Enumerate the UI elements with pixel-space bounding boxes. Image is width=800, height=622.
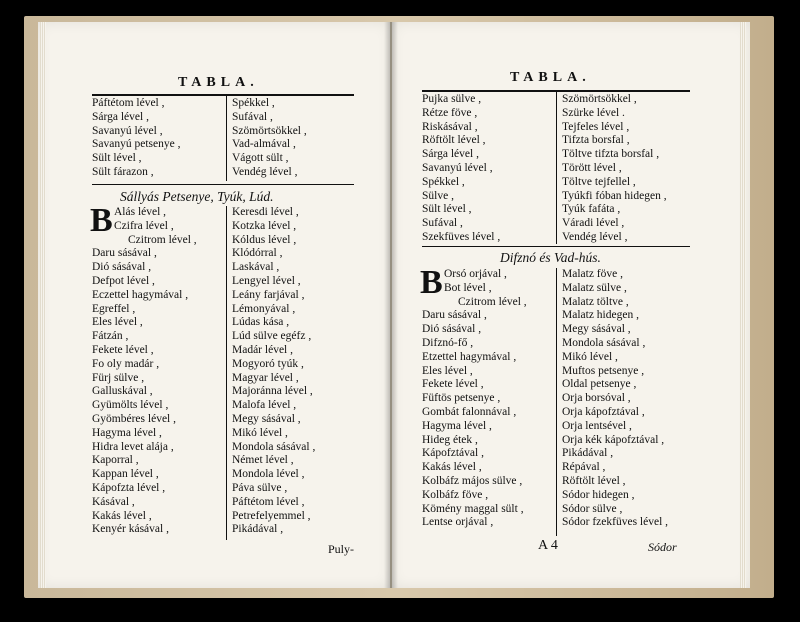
- index-entry: Malatz föve ,: [562, 268, 623, 280]
- index-entry: Difznó-fő ,: [422, 336, 474, 349]
- index-entry: Spékkel ,: [232, 97, 275, 109]
- index-entry: Sült fárazon ,: [92, 165, 154, 178]
- index-entry: Gyümölts lével ,: [92, 399, 169, 412]
- right-column-2: [562, 268, 668, 530]
- right-page-header: TABLA.: [510, 70, 591, 85]
- left-section-rule: [92, 184, 354, 185]
- index-entry: Savanyú lével ,: [92, 124, 163, 137]
- index-entry: Kakás lével ,: [92, 509, 152, 522]
- index-entry: Orsó orjával ,: [444, 268, 507, 280]
- index-entry: Sülve ,: [422, 189, 454, 202]
- index-entry: Kásával ,: [92, 495, 135, 508]
- right-dropcap: B: [420, 264, 443, 301]
- index-entry: Savanyú petsenye ,: [92, 138, 181, 151]
- index-entry: Alás lével ,: [114, 206, 167, 218]
- index-entry: Etzettel hagymával ,: [422, 350, 517, 363]
- right-catchword: Sódor: [648, 540, 677, 554]
- index-entry: Lémonyával ,: [232, 302, 296, 315]
- index-entry: Páftétom lével ,: [92, 97, 165, 109]
- left-catchword: Puly-: [328, 542, 355, 556]
- index-entry: Sódor sülve ,: [562, 502, 623, 515]
- index-entry: Muftos petsenye ,: [562, 364, 645, 377]
- index-entry: Páftétom lével ,: [232, 495, 305, 508]
- index-entry: Rétze föve ,: [422, 106, 478, 119]
- index-entry: Savanyú lével ,: [422, 161, 493, 174]
- index-entry: Majoránna lével ,: [232, 385, 313, 398]
- index-entry: Dió sásával ,: [422, 323, 482, 336]
- left-column-2: [232, 206, 315, 537]
- index-entry: Daru sásával ,: [422, 309, 487, 322]
- index-entry: Eczettel hagymával ,: [92, 288, 189, 301]
- index-entry: Szekfüves lével ,: [422, 230, 501, 243]
- index-entry: Malatz töltve ,: [562, 295, 629, 308]
- left-header-rule: [92, 94, 354, 96]
- index-entry: Malatz sülve ,: [562, 281, 627, 294]
- index-entry: Kakás lével ,: [422, 461, 482, 474]
- index-entry: Mikó lével ,: [232, 426, 288, 439]
- right-top-column-divider: [556, 92, 557, 244]
- right-column-divider: [556, 268, 557, 536]
- index-entry: Hideg étek ,: [422, 433, 478, 446]
- index-entry: Orja kápofztával ,: [562, 405, 645, 418]
- index-entry: Tyúkfi fóban hidegen ,: [562, 189, 667, 202]
- index-entry: Kaporral ,: [92, 454, 139, 467]
- index-entry: Töltve tifzta borsfal ,: [562, 148, 660, 161]
- index-entry: Mikó lével ,: [562, 350, 618, 363]
- index-entry: Oldal petsenye ,: [562, 378, 637, 391]
- index-entry: Daru sásával ,: [92, 247, 157, 260]
- index-entry: Czifra lével ,: [114, 219, 174, 232]
- index-entry: Hagyma lével ,: [92, 426, 162, 439]
- right-section-title: Difznó és Vad-hús.: [500, 250, 601, 265]
- index-entry: Sült lével ,: [92, 152, 142, 165]
- index-entry: Hagyma lével ,: [422, 419, 492, 432]
- index-entry: Dió sásával ,: [92, 261, 152, 274]
- right-top-column-1: [422, 93, 500, 245]
- index-entry: Váradi lével ,: [562, 217, 625, 230]
- index-entry: Lúd sülve egéfz ,: [232, 330, 312, 343]
- index-entry: Bot lével ,: [444, 281, 492, 294]
- left-top-column-divider: [226, 96, 227, 181]
- left-section-title: Sállyás Petsenye, Tyúk, Lúd.: [120, 189, 274, 204]
- left-column-1: [90, 202, 197, 537]
- index-entry: Eles lével ,: [92, 316, 143, 329]
- index-entry: Keresdi lével ,: [232, 206, 299, 218]
- index-entry: Lentse orjával ,: [422, 516, 494, 529]
- index-entry: Vad-almával ,: [232, 138, 296, 151]
- index-entry: Tyúk fafáta ,: [562, 203, 621, 216]
- index-entry: Szömörtsökkel ,: [562, 93, 637, 105]
- index-entry: Szömörtsökkel ,: [232, 124, 307, 137]
- right-signature-mark: A 4: [538, 538, 558, 553]
- index-entry: Fekete lével ,: [422, 378, 484, 391]
- index-entry: Czitrom lével ,: [128, 233, 197, 246]
- index-entry: Sódor hidegen ,: [562, 488, 635, 501]
- index-entry: Egreffel ,: [92, 302, 136, 315]
- index-entry: Sufával ,: [232, 110, 273, 123]
- left-top-column-1: [92, 97, 180, 180]
- index-entry: Sárga lével ,: [422, 148, 479, 161]
- index-entry: Laskával ,: [232, 261, 280, 274]
- index-entry: Fátzán ,: [92, 330, 129, 343]
- index-entry: Tifzta borsfal ,: [562, 134, 630, 147]
- index-entry: Sufával ,: [422, 217, 463, 230]
- index-entry: Kotzka lével ,: [232, 219, 297, 232]
- index-entry: Spékkel ,: [422, 175, 465, 188]
- index-entry: Mondola sásával ,: [562, 336, 646, 349]
- left-page-header: TABLA.: [178, 75, 259, 90]
- index-entry: Kolbáfz föve ,: [422, 488, 489, 501]
- index-entry: Répával ,: [562, 461, 606, 474]
- index-entry: Czitrom lével ,: [458, 295, 527, 308]
- index-entry: Vendég lével ,: [562, 230, 628, 243]
- index-entry: Fekete lével ,: [92, 343, 154, 356]
- index-entry: Vendég lével ,: [232, 165, 298, 178]
- right-page-edges: [740, 22, 746, 588]
- index-entry: Fürj sülve ,: [92, 371, 145, 384]
- index-entry: Röftölt lével ,: [562, 474, 626, 487]
- index-entry: Pikádával ,: [562, 447, 614, 460]
- index-entry: Eles lével ,: [422, 364, 473, 377]
- index-entry: Törött lével ,: [562, 161, 622, 174]
- left-top-column-2: [232, 97, 307, 180]
- index-entry: Kóldus lével ,: [232, 233, 297, 246]
- index-entry: Kenyér kásával ,: [92, 523, 169, 536]
- left-page-edges: [40, 22, 46, 588]
- index-entry: Orja kék kápofztával ,: [562, 433, 665, 446]
- index-entry: Magyar lével ,: [232, 371, 299, 384]
- index-entry: Malatz hidegen ,: [562, 309, 639, 322]
- index-entry: Megy sásával ,: [232, 412, 301, 425]
- left-column-divider: [226, 206, 227, 540]
- index-entry: Sárga lével ,: [92, 110, 149, 123]
- index-entry: Megy sásával ,: [562, 323, 631, 336]
- index-entry: Kappan lével ,: [92, 468, 159, 481]
- index-entry: Lengyel lével ,: [232, 274, 301, 287]
- index-entry: Kolbáfz májos sülve ,: [422, 474, 523, 487]
- right-top-column-2: [562, 93, 667, 245]
- index-entry: Kápofzta lével ,: [92, 481, 166, 494]
- left-page: [38, 22, 391, 588]
- index-entry: Mondola lével ,: [232, 468, 305, 481]
- left-dropcap: B: [90, 202, 113, 239]
- index-entry: Töltve tejfellel ,: [562, 175, 636, 188]
- index-entry: Riskásával ,: [422, 120, 478, 133]
- index-entry: Kápofztával ,: [422, 447, 484, 460]
- index-entry: Defpot lével ,: [92, 274, 155, 287]
- index-entry: Orja borsóval ,: [562, 392, 631, 405]
- index-entry: Leány farjával ,: [232, 288, 305, 301]
- index-entry: Orja lentsével ,: [562, 419, 632, 432]
- index-entry: Fo oly madár ,: [92, 357, 160, 370]
- index-entry: Tejfeles lével ,: [562, 120, 630, 133]
- index-entry: Lúdas kása ,: [232, 316, 290, 329]
- index-entry: Kömény maggal sült ,: [422, 502, 524, 515]
- right-section-rule: [422, 246, 690, 247]
- index-entry: Gyömbéres lével ,: [92, 412, 176, 425]
- index-entry: Galluskával ,: [92, 385, 153, 398]
- index-entry: Malofa lével ,: [232, 399, 297, 412]
- index-entry: Petrefelyemmel ,: [232, 509, 311, 522]
- index-entry: Mondola sásával ,: [232, 440, 316, 453]
- index-entry: Pujka sülve ,: [422, 93, 482, 105]
- index-entry: Klódórral ,: [232, 247, 283, 260]
- index-entry: Gombát falonnával ,: [422, 405, 517, 418]
- index-entry: Hidra levet alája ,: [92, 440, 174, 453]
- index-entry: Pikádával ,: [232, 523, 284, 536]
- index-entry: Szürke lével .: [562, 106, 625, 119]
- index-entry: Mogyoró tyúk ,: [232, 357, 304, 370]
- index-entry: Vágott sült ,: [232, 152, 289, 165]
- index-entry: Sült lével ,: [422, 203, 472, 216]
- right-column-1: [420, 264, 527, 530]
- index-entry: Röftölt lével ,: [422, 134, 486, 147]
- index-entry: Sódor fzekfüves lével ,: [562, 516, 669, 529]
- index-entry: Német lével ,: [232, 454, 294, 467]
- index-entry: Páva sülve ,: [232, 481, 288, 494]
- index-entry: Füftös petsenye ,: [422, 392, 501, 405]
- index-entry: Madár lével ,: [232, 343, 293, 356]
